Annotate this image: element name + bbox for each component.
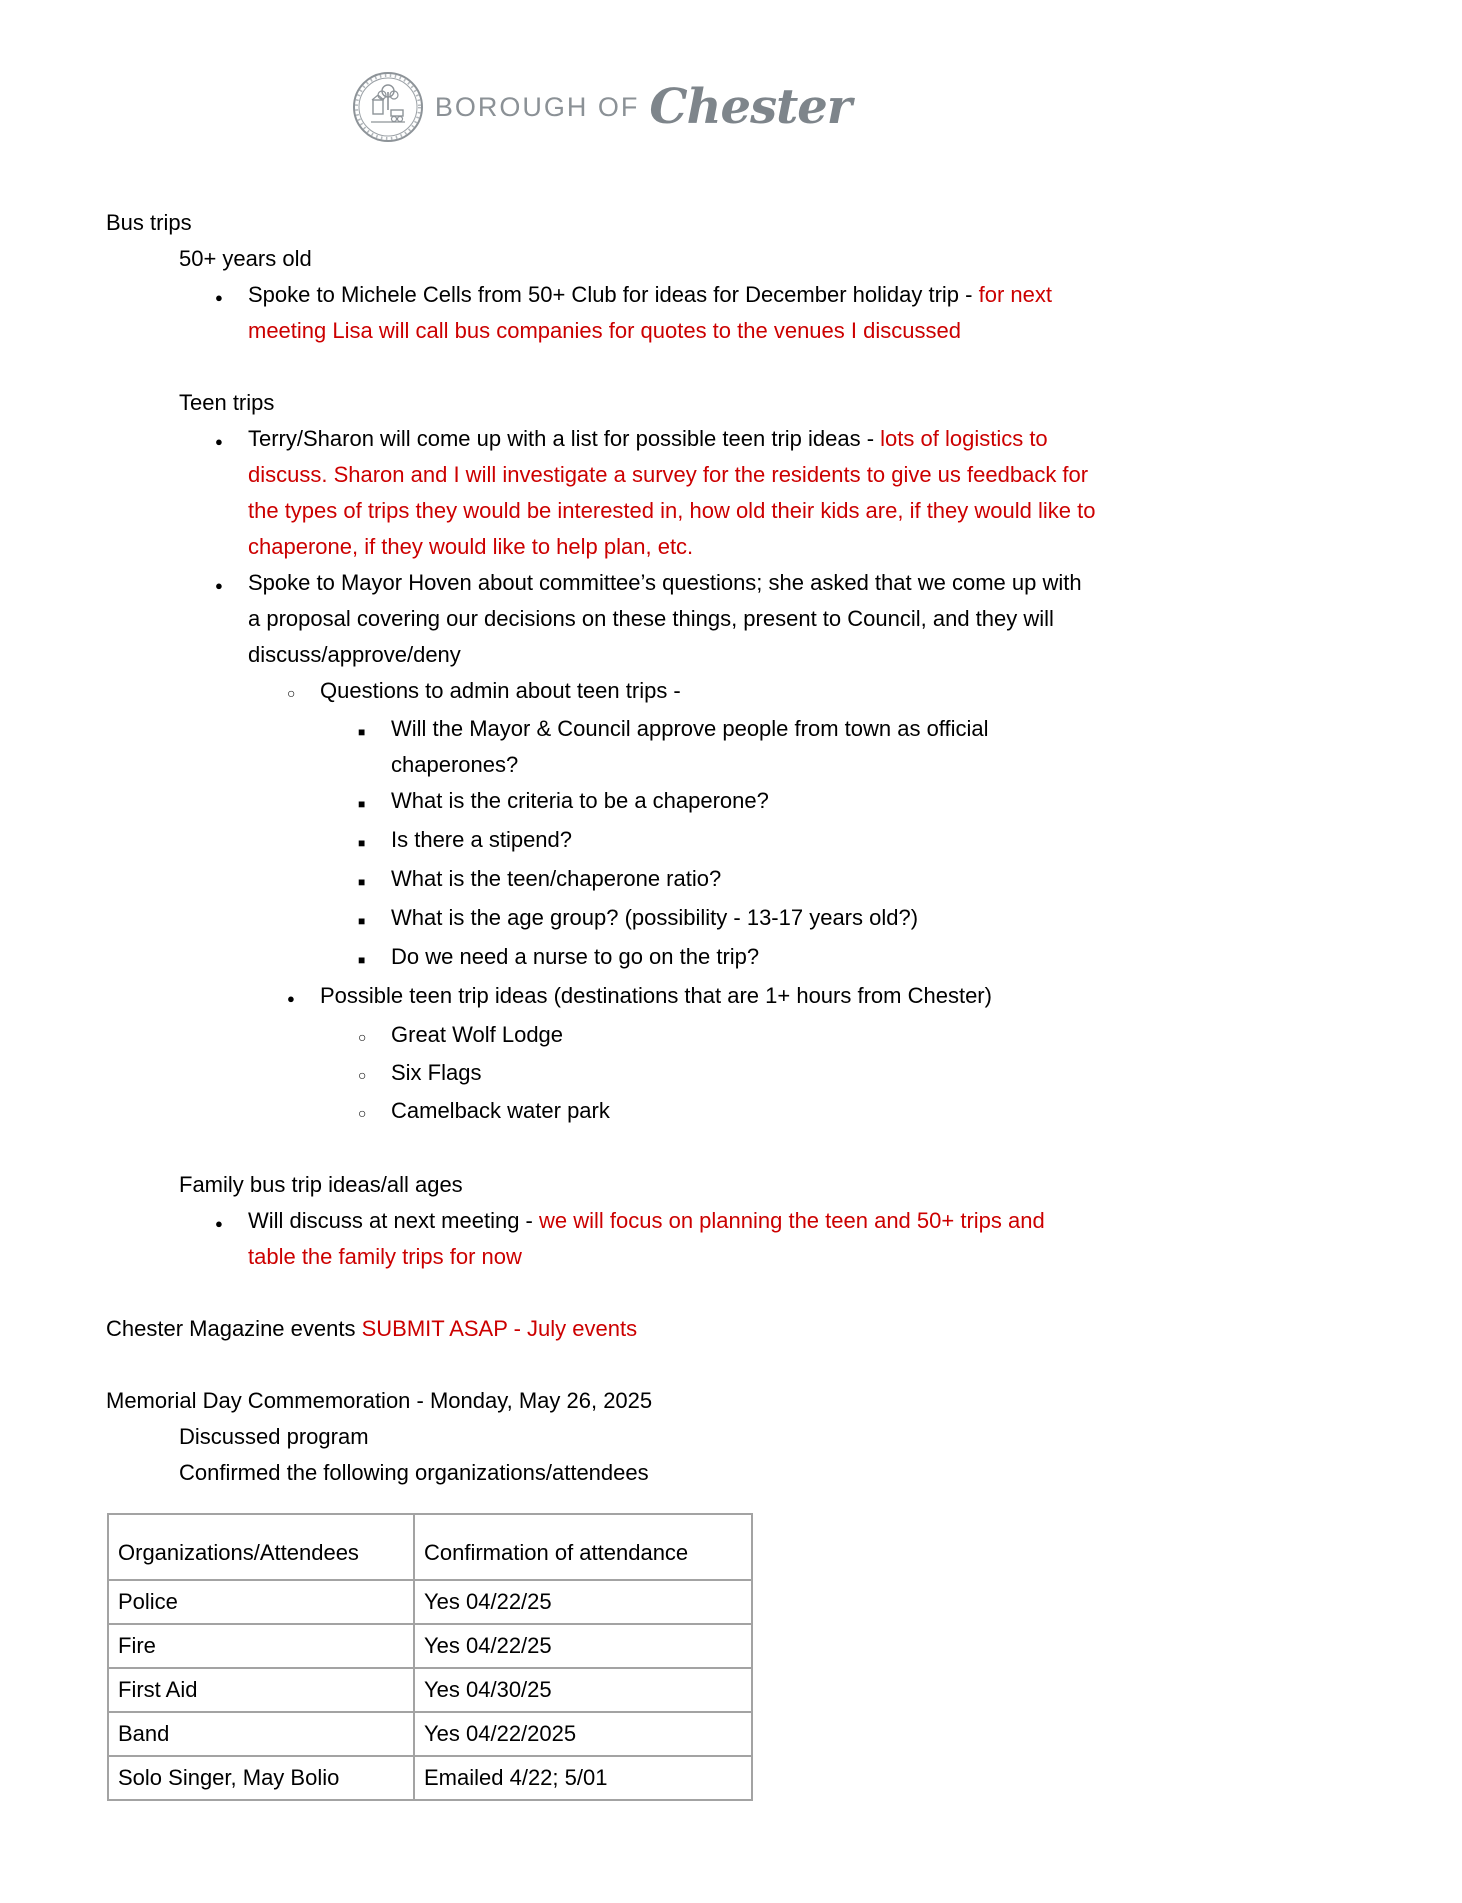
bullet-square-icon (358, 900, 391, 939)
spacer (106, 1131, 1096, 1167)
list-item-text: Questions to admin about teen trips - (320, 678, 681, 703)
spacer (106, 1491, 1096, 1513)
table-header-row (108, 1514, 752, 1580)
cell-confirmation: Yes 04/22/25 (414, 1624, 752, 1668)
subheading-teen-trips: Teen trips (179, 390, 275, 415)
table-row (108, 1668, 752, 1712)
text-segment-black: Chester Magazine events (106, 1316, 362, 1341)
bullet-disc-icon (287, 978, 320, 1017)
heading-bus-trips: Bus trips (106, 210, 192, 235)
text-segment-black: Terry/Sharon will come up with a list for possible teen trip ideas - (248, 426, 881, 451)
text-segment-red: we will focus on planning the teen and 50+ trips and table the family trips for now (248, 1208, 1045, 1269)
bullet-circle-icon (358, 1093, 391, 1131)
list-item-text: What is the age group? (possibility - 13-17 years old?) (391, 905, 919, 930)
list-item-teen-2 (106, 565, 1096, 673)
bullet-square-icon (358, 861, 391, 900)
subheading-50plus: 50+ years old (179, 246, 312, 271)
list-item-text (248, 421, 1096, 565)
bullet-circle-icon (358, 1055, 391, 1093)
cell-confirmation: Yes 04/22/25 (414, 1580, 752, 1624)
text-segment-red: for next meeting Lisa will call bus companies for quotes to the venues I discussed (248, 282, 1052, 343)
list-item-text: Is there a stipend? (391, 827, 573, 852)
cell-organization: Police (108, 1580, 414, 1624)
document-body (106, 205, 1096, 1801)
cell-confirmation: Yes 04/30/25 (414, 1668, 752, 1712)
table-row (108, 1712, 752, 1756)
cell-organization: Band (108, 1712, 414, 1756)
bullet-circle-icon (287, 673, 320, 711)
cell-organization: Fire (108, 1624, 414, 1668)
list-item-question (106, 900, 1096, 939)
list-item-text: Spoke to Mayor Hoven about committee’s questions; she asked that we come up with a proposal covering our decisions on these things, present to Council, and they will discuss/approve/deny (248, 570, 1082, 667)
spacer (106, 1347, 1096, 1383)
list-item-text: Possible teen trip ideas (destinations that are 1+ hours from Chester) (320, 983, 992, 1008)
borough-of-chester-logo (106, 0, 1096, 146)
table-row (108, 1756, 752, 1800)
list-item-question (106, 711, 1096, 783)
text-segment-black: Spoke to Michele Cells from 50+ Club for ideas for December holiday trip - (248, 282, 979, 307)
list-item-text: Camelback water park (391, 1098, 610, 1123)
bullet-disc-icon (215, 565, 248, 604)
cell-organization: Solo Singer, May Bolio (108, 1756, 414, 1800)
list-item-questions-heading (106, 673, 1096, 711)
cell-organization: First Aid (108, 1668, 414, 1712)
column-header-organizations: Organizations/Attendees (108, 1514, 414, 1580)
table-row (108, 1580, 752, 1624)
column-header-confirmation: Confirmation of attendance (414, 1514, 752, 1580)
list-item-text: What is the teen/chaperone ratio? (391, 866, 722, 891)
list-item-family (106, 1203, 1096, 1275)
text-segment-black: Will discuss at next meeting - (248, 1208, 539, 1233)
list-item-text: What is the criteria to be a chaperone? (391, 788, 769, 813)
list-item-question (106, 939, 1096, 978)
bullet-disc-icon (215, 277, 248, 316)
list-item-idea (106, 1055, 1096, 1093)
spacer (106, 1275, 1096, 1311)
bullet-square-icon (358, 783, 391, 822)
heading-memorial-day: Memorial Day Commemoration - Monday, May 26, 2025 (106, 1388, 653, 1413)
list-item-idea (106, 1093, 1096, 1131)
list-item-text: Great Wolf Lodge (391, 1022, 564, 1047)
subheading-family-trips: Family bus trip ideas/all ages (179, 1172, 463, 1197)
cell-confirmation: Emailed 4/22; 5/01 (414, 1756, 752, 1800)
bullet-disc-icon (215, 421, 248, 460)
list-item-idea (106, 1017, 1096, 1055)
bullet-square-icon (358, 711, 391, 750)
list-item-question (106, 861, 1096, 900)
list-item-text: Will the Mayor & Council approve people from town as official chaperones? (391, 716, 989, 777)
list-item-text: Six Flags (391, 1060, 482, 1085)
list-item-text (248, 277, 1096, 349)
spacer (106, 349, 1096, 385)
bullet-disc-icon (215, 1203, 248, 1242)
list-item-text: Do we need a nurse to go on the trip? (391, 944, 760, 969)
text-segment-red: lots of logistics to discuss. Sharon and I will investigate a survey for the residents to give us feedback for the types of trips they would be interested in, how old their kids are, if they would like to chaperone, if they would like to help plan, etc. (248, 426, 1096, 559)
cell-confirmation: Yes 04/22/2025 (414, 1712, 752, 1756)
bullet-square-icon (358, 939, 391, 978)
list-item-question (106, 783, 1096, 822)
heading-magazine-events (106, 1311, 1096, 1347)
list-item-question (106, 822, 1096, 861)
list-item-teen-1 (106, 421, 1096, 565)
bullet-circle-icon (358, 1017, 391, 1055)
logo-chester-wordmark: Chester (649, 79, 852, 135)
memorial-note: Discussed program (179, 1424, 369, 1449)
bullet-square-icon (358, 822, 391, 861)
text-segment-red: SUBMIT ASAP - July events (361, 1316, 638, 1341)
logo-borough-of-text: BOROUGH OF (434, 91, 640, 122)
list-item-50plus (106, 277, 1096, 349)
table-row (108, 1624, 752, 1668)
chester-seal-icon (351, 70, 425, 144)
list-item-text (248, 1203, 1096, 1275)
attendance-table (107, 1513, 753, 1801)
list-item-ideas-heading (106, 978, 1096, 1017)
memorial-note: Confirmed the following organizations/attendees (179, 1460, 649, 1485)
